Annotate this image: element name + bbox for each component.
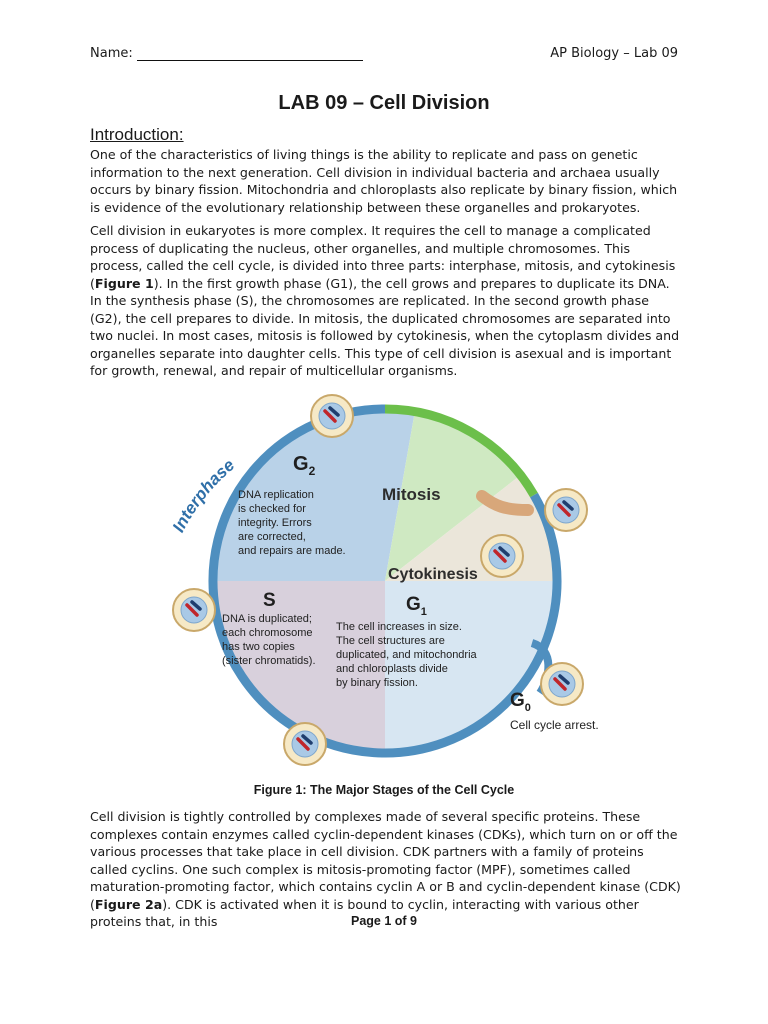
- g0-label: $G_0$: [510, 690, 531, 714]
- svg-text:The cell structures are: The cell structures are: [336, 635, 445, 647]
- figure-1-reference: Figure 1: [94, 275, 154, 291]
- mitosis-label: Mitosis: [382, 485, 441, 504]
- svg-text:by binary fission.: by binary fission.: [336, 677, 418, 689]
- name-blank-line: [137, 46, 363, 61]
- name-label: Name:: [90, 46, 133, 61]
- paragraph-3-text-b: ). CDK is activated when it is bound to cyclin, interacting with various other proteins that, in this: [90, 896, 639, 929]
- cell-icon-g1-bottom: [284, 723, 326, 765]
- g2-label: $G_2$: [293, 453, 316, 478]
- svg-text:is checked for: is checked for: [238, 503, 306, 515]
- section-heading: Introduction:: [90, 125, 184, 144]
- page-header: [90, 46, 678, 66]
- cell-icon-daughter: [545, 489, 587, 531]
- svg-text:has two copies: has two copies: [222, 641, 295, 653]
- svg-text:The cell increases in size.: The cell increases in size.: [336, 621, 462, 633]
- figure-caption: Figure 1: The Major Stages of the Cell Cycle: [253, 783, 515, 797]
- g1-label: $G_1$: [406, 594, 427, 618]
- cell-icon-g0: [541, 663, 583, 705]
- svg-text:duplicated, and mitochondria: duplicated, and mitochondria: [336, 649, 477, 661]
- cell-icon-g2: [311, 395, 353, 437]
- paragraph-2-text-a: Cell division in eukaryotes is more complex. It requires the cell to manage a complicated process of duplicating the nucleus, other organelles, and multiple chromosomes. This process, called the cell cycle, is divided into three parts: interphase, mitosis, and cytokinesis (: [90, 223, 676, 291]
- paragraph-2-text-b: ). In the first growth phase (G1), the cell grows and prepares to duplicate its DNA. In the synthesis phase (S), the chromosomes are replicated. In the second growth phase (G2), the cell prepares to divide. In mitosis, the duplicated chromosomes are separated into two nuclei. In most cases, mitosis is followed by cytokinesis, when the cytoplasm divides and organelles separate into daughter cells. This type of cell division is asexual and is important for growth, renewal, and repair of multicellular organisms.: [90, 275, 680, 378]
- cytokinesis-label: Cytokinesis: [388, 566, 478, 583]
- svg-text:and chloroplasts divide: and chloroplasts divide: [336, 663, 448, 675]
- svg-text:are corrected,: are corrected,: [238, 531, 306, 543]
- cell-icon-cytokinesis: [481, 535, 523, 577]
- cell-cycle-figure: [160, 388, 620, 778]
- svg-text:and repairs are made.: and repairs are made.: [238, 545, 346, 557]
- interphase-label: Interphase: [168, 455, 239, 536]
- s-label: S: [263, 590, 276, 611]
- intro-paragraph-2: [90, 222, 682, 380]
- svg-text:integrity. Errors: integrity. Errors: [238, 517, 312, 529]
- g0-caption: Cell cycle arrest.: [510, 718, 599, 732]
- svg-text:DNA is duplicated;: DNA is duplicated;: [222, 613, 312, 625]
- page-number: Page 1 of 9: [351, 914, 417, 928]
- cell-icon-s: [173, 589, 215, 631]
- paragraph-3-text-a: Cell division is tightly controlled by complexes made of several specific proteins. These complexes contain enzymes called cyclin-dependent kinases (CDKs), which turn on or off the various processes that take place in cell division. CDK partners with a family of proteins called cyclins. One such complex is mitosis-promoting factor (MPF), sometimes called maturation-promoting factor, which contains cyclin A or B and cyclin-dependent kinase (CDK) (: [90, 809, 681, 912]
- name-field: [90, 46, 363, 61]
- intro-paragraph-3: [90, 808, 682, 931]
- svg-text:each chromosome: each chromosome: [222, 627, 313, 639]
- page-title: LAB 09 – Cell Division: [278, 92, 490, 114]
- course-label: AP Biology – Lab 09: [550, 46, 678, 61]
- svg-text:(sister chromatids).: (sister chromatids).: [222, 655, 316, 667]
- intro-paragraph-1: One of the characteristics of living things is the ability to replicate and pass on genetic information to the next generation. Cell division in individual bacteria and archaea usually occurs by binary fission. Mitochondria and chloroplasts also replicate by binary fission, which is evidence of the evolutionary relationship between these organelles and prokaryotes.: [90, 147, 678, 215]
- svg-text:DNA replication: DNA replication: [238, 489, 314, 501]
- figure-2a-reference: Figure 2a: [94, 896, 163, 912]
